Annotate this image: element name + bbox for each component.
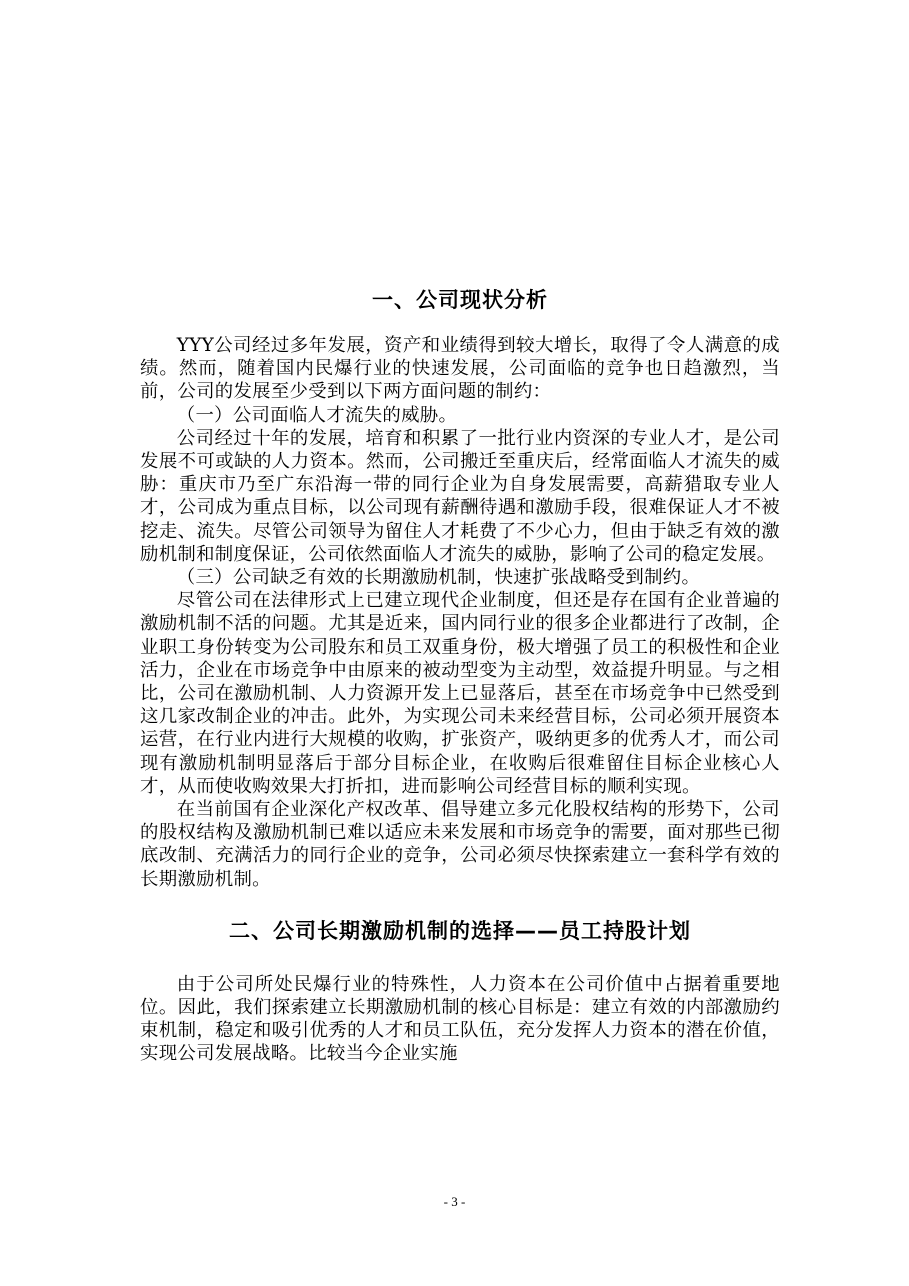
paragraph: 在当前国有企业深化产权改革、倡导建立多元化股权结构的形势下，公司的股权结构及激励机制已难以适应未来发展和市场竞争的需要，面对那些已彻底改制、充满活力的同行企业的竞争，公司必须尽快探索建立一套科学有效的长期激励机制。 bbox=[140, 799, 780, 890]
page-number: - 3 - bbox=[443, 1194, 466, 1209]
paragraph: （一）公司面临人才流失的威胁。 bbox=[176, 404, 458, 426]
section-heading-1: 一、公司现状分析 bbox=[372, 288, 548, 312]
paragraph: （三）公司缺乏有效的长期激励机制，快速扩张战略受到制约。 bbox=[176, 567, 701, 589]
paragraph: YYY公司经过多年发展，资产和业绩得到较大增长，取得了令人满意的成绩。然而，随着国内民爆行业的快速发展，公司面临的竞争也日趋激烈，当前，公司的发展至少受到以下两方面问题的制约： bbox=[140, 335, 780, 403]
paragraph: 由于公司所处民爆行业的特殊性，人力资本在公司价值中占据着重要地位。因此，我们探索建立长期激励机制的核心目标是：建立有效的内部激励约束机制，稳定和吸引优秀的人才和员工队伍，充分发挥人力资本的潜在价值，实现公司发展战略。比较当今企业实施 bbox=[140, 973, 780, 1065]
paragraph: 尽管公司在法律形式上已建立现代企业制度，但还是存在国有企业普遍的激励机制不活的问题。尤其是近来，国内同行业的很多企业都进行了改制，企业职工身份转变为公司股东和员工双重身份，极大增强了员工的积极性和企业活力，企业在市场竞争中由原来的被动型变为主动型，效益提升明显。与之相比，公司在激励机制、人力资源开发上已显落后，甚至在市场竞争中已然受到这几家改制企业的冲击。此外，为实现公司未来经营目标，公司必须开展资本运营，在行业内进行大规模的收购，扩张资产，吸纳更多的优秀人才，而公司现有激励机制明显落后于部分目标企业，在收购后很难留住目标企业核心人才，从而使收购效果大打折扣，进而影响公司经营目标的顺利实现。 bbox=[140, 590, 780, 797]
section-heading-2: 二、公司长期激励机制的选择——员工持股计划 bbox=[229, 918, 691, 943]
page-content bbox=[140, 286, 780, 1066]
paragraph: 公司经过十年的发展，培育和积累了一批行业内资深的专业人才，是公司发展不可或缺的人力资本。然而，公司搬迁至重庆后，经常面临人才流失的威胁：重庆市乃至广东沿海一带的同行企业为自身发展需要，高薪猎取专业人才，公司成为重点目标，以公司现有薪酬待遇和激励手段，很难保证人才不被挖走、流失。尽管公司领导为留住人才耗费了不少心力，但由于缺乏有效的激励机制和制度保证，公司依然面临人才流失的威胁，影响了公司的稳定发展。 bbox=[140, 427, 780, 565]
